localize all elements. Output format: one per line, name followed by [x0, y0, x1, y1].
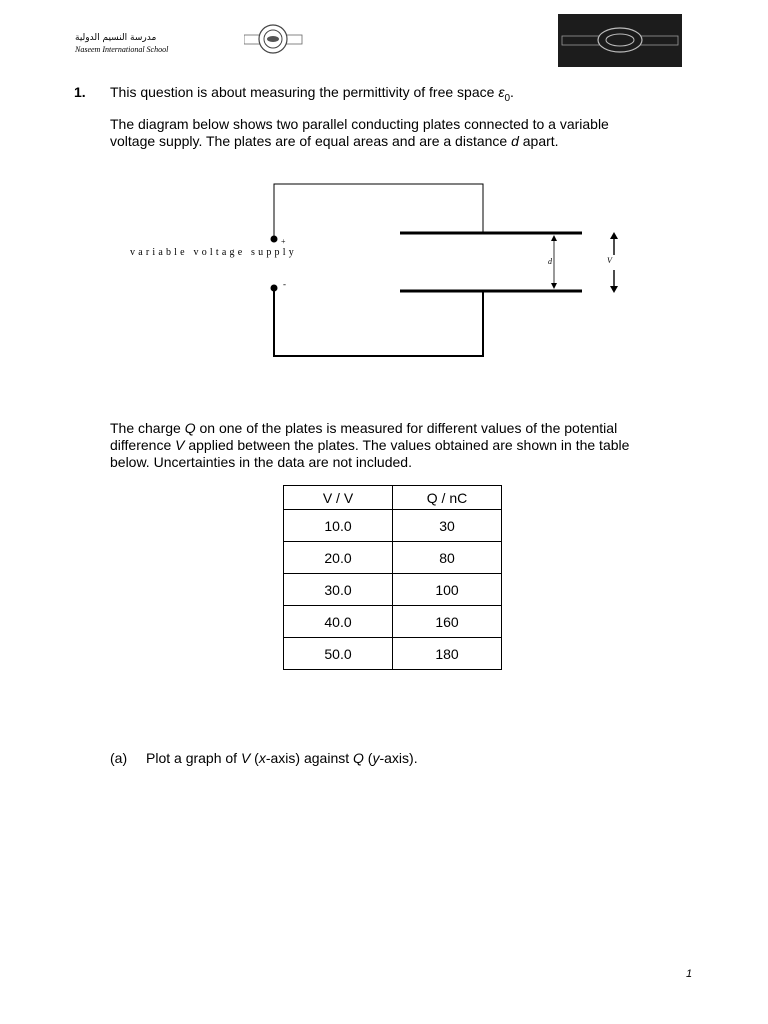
part-a-label: (a)	[110, 750, 128, 766]
table-cell: 50.0	[284, 638, 393, 670]
table-cell: 30.0	[284, 574, 393, 606]
header-charge: Q / nC	[393, 486, 502, 510]
school-seal-logo	[558, 14, 682, 67]
positive-terminal	[271, 236, 278, 243]
epsilon-symbol: ε	[498, 84, 505, 100]
school-name-english: Naseem International School	[75, 45, 169, 54]
table-row	[284, 606, 502, 638]
d-label: d	[548, 257, 552, 266]
table-header-row	[284, 486, 502, 510]
table-cell: 160	[393, 606, 502, 638]
table-cell: 180	[393, 638, 502, 670]
school-logo-icon	[244, 22, 304, 58]
header-voltage: V / V	[284, 486, 393, 510]
table-cell: 30	[393, 510, 502, 542]
table-cell: 20.0	[284, 542, 393, 574]
table-row	[284, 638, 502, 670]
table-cell: 80	[393, 542, 502, 574]
school-name-arabic: مدرسة النسيم الدولية	[75, 33, 157, 43]
table-cell: 40.0	[284, 606, 393, 638]
circuit-diagram	[0, 175, 768, 375]
page-number: 1	[686, 968, 693, 980]
plus-sign: +	[281, 237, 286, 246]
measurement-description: The charge Q on one of the plates is measured for different values of the potential difference V applied between the plates. The values obtained are shown in the table below. Uncertainties in the data are not included.	[110, 420, 630, 470]
v-label: V	[607, 256, 612, 265]
table-row	[284, 574, 502, 606]
question-intro: This question is about measuring the permittivity of free space $\varepsilon_0$.	[110, 84, 514, 104]
supply-label: variable voltage supply	[130, 247, 297, 258]
table-row	[284, 542, 502, 574]
question-number: 1.	[74, 84, 86, 100]
table-row	[284, 510, 502, 542]
table-cell: 10.0	[284, 510, 393, 542]
table-cell: 100	[393, 574, 502, 606]
minus-sign: -	[283, 279, 286, 289]
part-a: (a) Plot a graph of V (x-axis) against Q (y-axis).	[110, 750, 418, 766]
negative-terminal	[271, 285, 278, 292]
data-table	[283, 485, 502, 670]
question-description: The diagram below shows two parallel conducting plates connected to a variable voltage supply. The plates are of equal areas and are a distance d apart.	[110, 116, 609, 149]
